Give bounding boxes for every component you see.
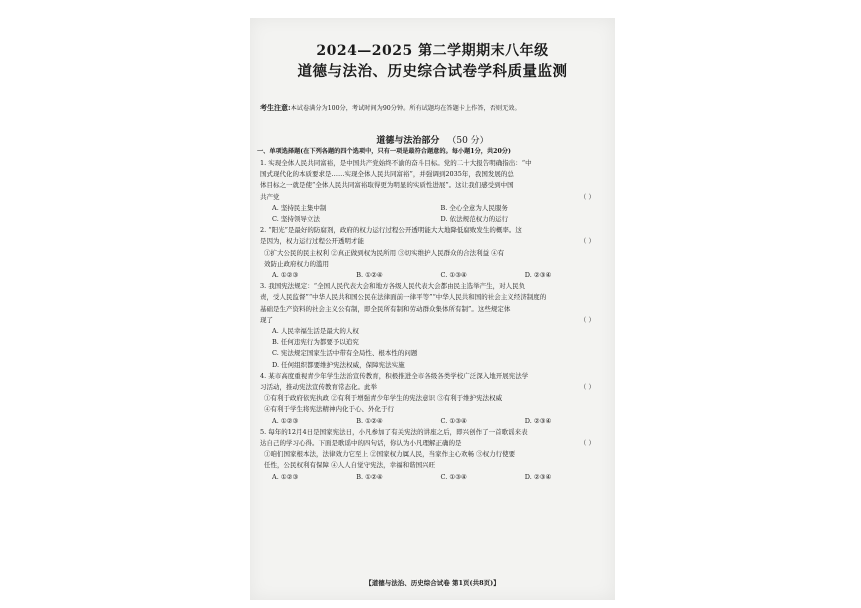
option-b: B. ①②④ (356, 271, 383, 280)
section-instruction: 一、单项选择题(在下列各题的四个选项中，只有一项是最符合题意的。每小题1分，共20分) (257, 148, 511, 155)
exam-paper (250, 18, 615, 600)
question-options (260, 416, 609, 427)
option-c: C. ①③④ (440, 472, 467, 481)
answer-paren: （ ） (579, 192, 595, 201)
question-stem: 1. 实现全体人民共同富裕，是中国共产党始终不渝的奋斗目标。党的二十大报告明确指出：“中 国式现代化的本质要求是……实现全体人民共同富裕”，并强调到2035年，我国发展的总 体目标之一就是使“全体人民共同富裕取得更为明显的实质性进展”。这让我们感受到中国 共产党 （ ） (260, 158, 609, 203)
section-title: 道德与法治部分 (376, 136, 440, 146)
answer-paren: （ ） (579, 237, 595, 246)
question-stem: 5. 每年的12月4日是国家宪法日，小凡参加了有关宪法的讲座之后，即兴创作了一首歌谣来表 达自己的学习心得。下面是歌谣中的四句话，你认为小凡理解正确的是 （ ） (260, 427, 609, 449)
question-list (260, 158, 609, 483)
question-3 (260, 281, 609, 371)
option-c: C. ①③④ (440, 271, 467, 280)
option-a: A. ①②③ (272, 416, 299, 425)
question-statements: ①有利于政府依宪执政 ②有利于增强青少年学生的宪法意识 ③有利于维护宪法权威 ④有利于学生将宪法精神内化于心、外化于行 (264, 394, 503, 414)
question-options (260, 270, 609, 281)
option-d: D. 任何组织都要维护宪法权威，保障宪法实施 (272, 360, 405, 369)
exam-title-line2: 道德与法治、历史综合试卷学科质量监测 (297, 63, 568, 80)
section-heading (250, 133, 615, 146)
option-c: C. 宪法规定国家生活中带有全局性、根本性的问题 (272, 349, 418, 358)
option-a: A. ①②③ (272, 472, 299, 481)
question-stem: 2. “阳光”是最好的防腐剂，政府的权力运行过程公开透明能大大地降低腐败发生的概率。这 是因为，权力运行过程公开透明才能 （ ） (260, 225, 609, 247)
question-1 (260, 158, 609, 225)
question-2 (260, 225, 609, 281)
option-d: D. ②③④ (524, 416, 552, 425)
question-stem: 3. 我国宪法规定：“全国人民代表大会和地方各级人民代表大会都由民主选举产生，对人民负 责，受人民监督”“中华人民共和国公民在法律面前一律平等”“中华人民共和国的社会主义经济制度的 基础是生产资料的社会主义公有制，即全民所有制和劳动群众集体所有制”。这些规定体 现了 （ ） (260, 281, 609, 326)
question-options (260, 203, 609, 225)
question-4 (260, 371, 609, 427)
question-stem: 4. 某市高度重视青少年学生法治宣传教育，积极推进全市各级各类学校广泛深入地开展宪法学 习活动，推动宪法宣传教育常态化。此举 （ ） (260, 371, 609, 393)
option-d: D. 依法规范权力的运行 (440, 215, 509, 224)
answer-paren: （ ） (579, 383, 595, 392)
option-a: A. 坚持民主集中制 (272, 203, 327, 212)
option-b: B. 全心全意为人民服务 (440, 203, 508, 212)
option-b: B. ①②④ (356, 416, 383, 425)
option-d: D. ②③④ (524, 271, 552, 280)
option-c: C. ①③④ (440, 416, 467, 425)
option-d: D. ②③④ (524, 472, 552, 481)
question-options (260, 472, 609, 483)
option-b: B. 任何违宪行为都要予以追究 (272, 338, 359, 347)
option-b: B. ①②④ (356, 472, 383, 481)
answer-paren: （ ） (579, 439, 595, 448)
exam-title-line1: 2024—2025 第二学期期末八年级 (316, 43, 549, 59)
option-a: A. 人民幸福生活是最大的人权 (272, 327, 359, 336)
option-c: C. 坚持领导立法 (272, 215, 320, 224)
notice-label: 考生注意: (260, 103, 291, 112)
option-a: A. ①②③ (272, 271, 299, 280)
question-5 (260, 427, 609, 483)
exam-notice (260, 103, 609, 113)
question-statements: ①扩大公民的民主权利 ②真正做到权为民所用 ③切实维护人民群众的合法利益 ④有 效防止政府权力的滥用 (264, 248, 505, 268)
notice-text: 本试卷满分为100分，考试时间为90分钟。所有试题均在答题卡上作答，否则无效。 (290, 105, 521, 112)
question-statements: ①咱们国家根本法，法律效力它至上 ②国家权力属人民，当家作主心欢畅 ③权力行使要 任性，公民权利有保障 ④人人自觉守宪法，幸福和谐国兴旺 (264, 450, 516, 470)
section-score: （50 分） (447, 136, 489, 146)
answer-paren: （ ） (579, 315, 595, 324)
page-footer: 【道德与法治、历史综合试卷 第1页(共8页)】 (365, 579, 500, 587)
